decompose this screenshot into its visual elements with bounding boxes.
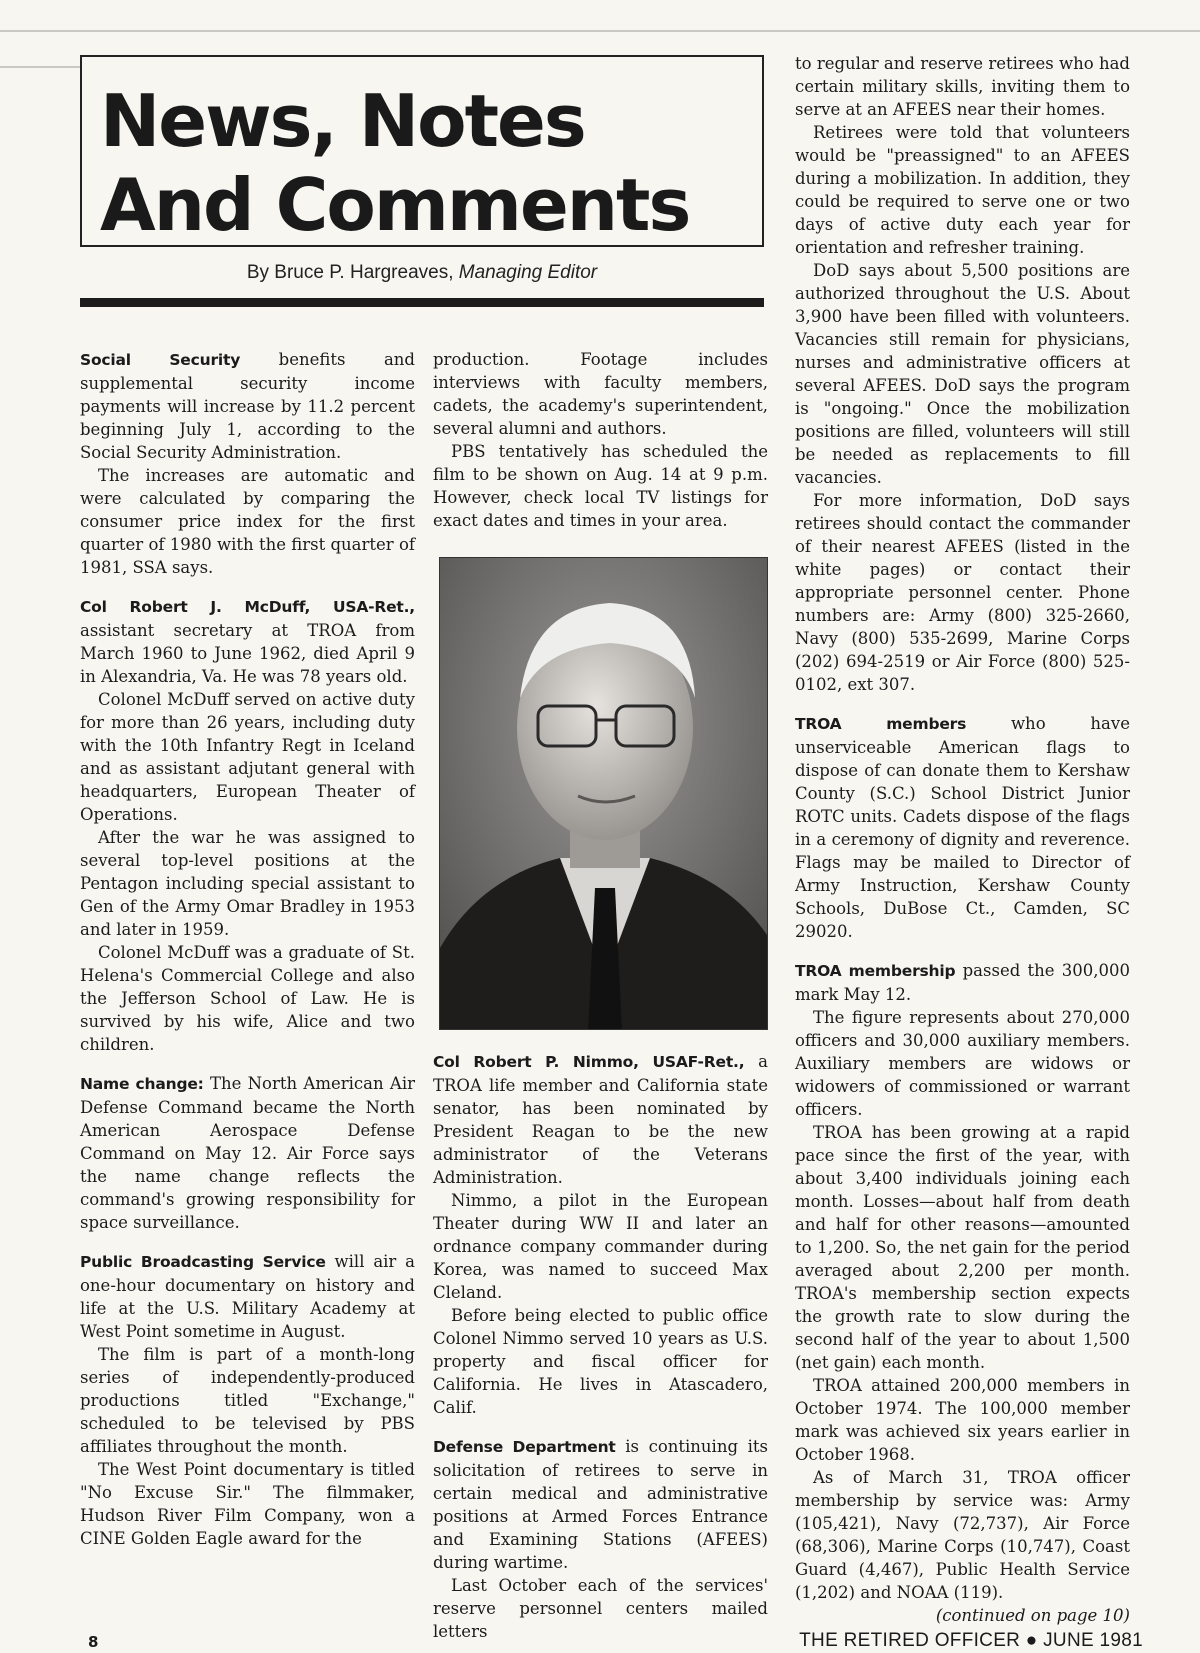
paragraph: DoD says about 5,500 positions are authorized throughout the U.S. About 3,900 have been filled with volunteers. Vacancies still remain for physicians, nurses and administrative officers at several AFEES. DoD says the program is "ongoing." Once the mobilization positions are filled, volunteers will still be needed as replacements to fill vacancies. bbox=[795, 261, 1130, 487]
paragraph: Nimmo, a pilot in the European Theater during WW II and later an ordnance company commander during Korea, was named to succeed Max Cleland. bbox=[433, 1191, 768, 1302]
article-troa-membership bbox=[795, 959, 1130, 1006]
paragraph: The figure represents about 270,000 officers and 30,000 auxiliary members. Auxiliary members are widows or widowers of commissioned or warrant officers. bbox=[795, 1008, 1130, 1119]
article-name-change bbox=[80, 1072, 415, 1234]
article-troa-members bbox=[795, 712, 1130, 943]
title-box bbox=[80, 55, 764, 247]
keyword-pbs: Public Broadcasting Service bbox=[80, 1253, 326, 1271]
paragraph: Last October each of the services' reserve personnel centers mailed letters bbox=[433, 1576, 768, 1641]
byline bbox=[80, 262, 764, 284]
keyword-nimmo: Col Robert P. Nimmo, USAF-Ret., bbox=[433, 1053, 745, 1071]
paragraph-text: will air a one-hour documentary on history and life at the U.S. Military Academy at West Point sometime in August. bbox=[80, 1252, 415, 1341]
paragraph: TROA has been growing at a rapid pace since the first of the year, with about 3,400 individuals joining each month. Losses—about half from death and half for other reasons—amounted to 1,200. So, the net gain for the period averaged about 2,200 per month. TROA's membership section expects the growth rate to slow during the second half of the year to about 1,500 (net gain) each month. bbox=[795, 1123, 1130, 1372]
article-social-security bbox=[80, 348, 415, 464]
header-rule bbox=[80, 298, 764, 307]
paragraph: Before being elected to public office Colonel Nimmo served 10 years as U.S. property and fiscal officer for California. He lives in Atascadero, Calif. bbox=[433, 1306, 768, 1417]
paragraph-text: assistant secretary at TROA from March 1960 to June 1962, died April 9 in Alexandria, Va. He was 78 years old. bbox=[80, 621, 415, 686]
article-nimmo bbox=[433, 1050, 768, 1189]
paragraph-text: passed the 300,000 mark May 12. bbox=[795, 961, 1130, 1004]
page-title: News, Notes And Comments bbox=[100, 79, 690, 247]
article-pbs bbox=[80, 1250, 415, 1343]
portrait-photo bbox=[439, 557, 768, 1030]
article-defense-department bbox=[433, 1435, 768, 1574]
page-number: 8 bbox=[88, 1633, 99, 1651]
paragraph-text: The North American Air Defense Command became the North American Aerospace Defense Command on May 12. Air Force says the name change reflects the command's growing responsibility for space surveillance. bbox=[80, 1074, 415, 1232]
paragraph: As of March 31, TROA officer membership by service was: Army (105,421), Navy (72,737), Air Force (68,306), Marine Corps (10,747), Coast Guard (4,467), Public Health Service (1,202) and NOAA (119). bbox=[795, 1468, 1130, 1602]
portrait-illustration bbox=[440, 558, 768, 1030]
keyword-defense-department: Defense Department bbox=[433, 1438, 616, 1456]
column-2 bbox=[433, 348, 768, 532]
paragraph: to regular and reserve retirees who had certain military skills, inviting them to serve at an AFEES near their homes. bbox=[795, 54, 1130, 119]
paragraph: The increases are automatic and were calculated by comparing the consumer price index for the first quarter of 1980 with the first quarter of 1981, SSA says. bbox=[80, 466, 415, 577]
column-3 bbox=[795, 52, 1130, 1627]
keyword-name-change: Name change: bbox=[80, 1075, 204, 1093]
article-mcduff bbox=[80, 595, 415, 688]
byline-role: Managing Editor bbox=[458, 262, 598, 283]
paragraph: PBS tentatively has scheduled the film to be shown on Aug. 14 at 9 p.m. However, check local TV listings for exact dates and times in your area. bbox=[433, 442, 768, 530]
paragraph: Colonel McDuff was a graduate of St. Helena's Commercial College and also the Jefferson School of Law. He is survived by his wife, Alice and two children. bbox=[80, 943, 415, 1054]
paragraph: Retirees were told that volunteers would be "preassigned" to an AFEES during a mobilization. In addition, they could be required to serve one or two days of active duty each year for orientation and refresher training. bbox=[795, 123, 1130, 257]
top-edge-line-short bbox=[0, 66, 80, 68]
keyword-mcduff: Col Robert J. McDuff, USA-Ret., bbox=[80, 598, 415, 616]
paragraph: Colonel McDuff served on active duty for more than 26 years, including duty with the 10th Infantry Regt in Iceland and as assistant adjutant general with headquarters, European Theater of Operations. bbox=[80, 690, 415, 824]
keyword-troa-members: TROA members bbox=[795, 715, 967, 733]
byline-author: By Bruce P. Hargreaves, bbox=[246, 262, 459, 283]
publication-footer: THE RETIRED OFFICER ● JUNE 1981 bbox=[799, 1630, 1143, 1651]
keyword-troa-membership: TROA membership bbox=[795, 962, 956, 980]
paragraph: For more information, DoD says retirees should contact the commander of their nearest AFEES (listed in the white pages) or contact their appropriate personnel center. Phone numbers are: Army (800) 325-2660, Navy (800) 535-2699, Marine Corps (202) 694-2519 or Air Force (800) 525-0102, ext 307. bbox=[795, 491, 1130, 694]
paragraph: TROA attained 200,000 members in October 1974. The 100,000 member mark was achieved six years earlier in October 1968. bbox=[795, 1376, 1130, 1464]
keyword-social-security: Social Security bbox=[80, 351, 241, 369]
paragraph: After the war he was assigned to several top-level positions at the Pentagon including special assistant to Gen of the Army Omar Bradley in 1953 and later in 1959. bbox=[80, 828, 415, 939]
paragraph-text: is continuing its solicitation of retirees to serve in certain medical and administrative positions at Armed Forces Entrance and Examining Stations (AFEES) during wartime. bbox=[433, 1437, 768, 1572]
paragraph: The West Point documentary is titled "No Excuse Sir." The filmmaker, Hudson River Film Company, won a CINE Golden Eagle award for the bbox=[80, 1460, 415, 1548]
top-edge-line bbox=[0, 30, 1200, 32]
column-2-lower bbox=[433, 1050, 768, 1643]
paragraph-text: who have unserviceable American flags to dispose of can donate them to Kershaw County (S.C.) School District Junior ROTC units. Cadets dispose of the flags in a ceremony of dignity and reverence. Flags may be mailed to Director of Army Instruction, Kershaw County Schools, DuBose Ct., Camden, SC 29020. bbox=[795, 714, 1130, 941]
paragraph-text: a TROA life member and California state senator, has been nominated by President Reagan to be the new administrator of the Veterans Administration. bbox=[433, 1052, 768, 1187]
paragraph: production. Footage includes interviews with faculty members, cadets, the academy's superintendent, several alumni and authors. bbox=[433, 350, 768, 438]
continued-note: (continued on page 10) bbox=[935, 1606, 1130, 1625]
paragraph: The film is part of a month-long series of independently-produced productions titled "Exchange," scheduled to be televised by PBS affiliates throughout the month. bbox=[80, 1345, 415, 1456]
paragraph-text: benefits and supplemental security income payments will increase by 11.2 percent beginning July 1, according to the Social Security Administration. bbox=[80, 350, 415, 462]
column-1 bbox=[80, 348, 415, 1550]
